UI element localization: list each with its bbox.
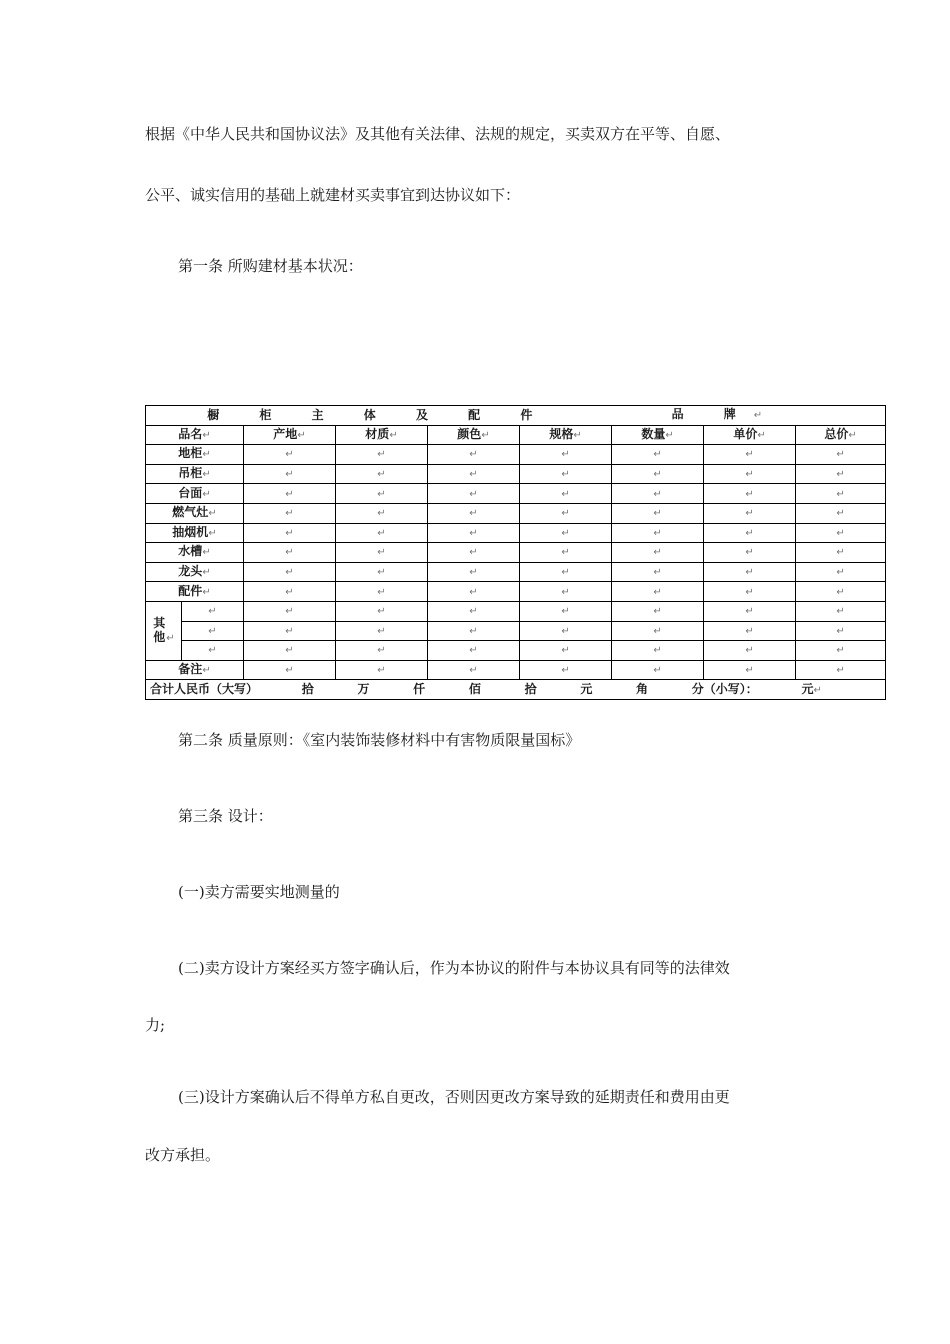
clause-3-3: (三)设计方案确认后不得单方私自更改，否则因更改方案导致的延期责任和费用由更 <box>178 1088 730 1106</box>
unit-shi: 拾 <box>301 681 314 696</box>
table-row: 台面↵ ↵ ↵ ↵ ↵ ↵ ↵ ↵ <box>146 484 886 504</box>
total-row <box>146 680 886 700</box>
clause-3-2-cont: 力; <box>145 1016 166 1034</box>
item-name-cell: 燃气灶↵ <box>146 503 244 523</box>
clause-3-3-cont: 改方承担。 <box>145 1146 221 1164</box>
item-name-cell: 龙头↵ <box>146 562 244 582</box>
table-row-other: ↵ ↵ ↵ ↵ ↵ ↵ ↵ ↵ <box>146 621 886 641</box>
unit-qian: 仟 <box>413 681 426 696</box>
table-row: 配件↵ ↵ ↵ ↵ ↵ ↵ ↵ ↵ <box>146 582 886 602</box>
unit-jiao: 角 <box>636 681 649 696</box>
item-rows <box>146 445 886 680</box>
col-header-total-price: 总价↵ <box>796 425 886 445</box>
clause-3-2: (二)卖方设计方案经买方签字确认后，作为本协议的附件与本协议具有同等的法律效 <box>178 959 730 977</box>
col-header-color: 颜色↵ <box>428 425 520 445</box>
total-prefix: 合计人民币（大写） <box>150 681 259 696</box>
paragraph-intro-2: 公平、诚实信用的基础上就建材买卖事宜到达协议如下： <box>145 186 521 204</box>
table-row: 燃气灶↵ ↵ ↵ ↵ ↵ ↵ ↵ ↵ <box>146 503 886 523</box>
unit-bai: 佰 <box>468 681 481 696</box>
col-header-quantity: 数量↵ <box>612 425 704 445</box>
other-label-cell: 其他↵ <box>146 601 182 660</box>
table-row: 吊柜↵ ↵ ↵ ↵ ↵ ↵ ↵ ↵ <box>146 464 886 484</box>
item-name-cell: 抽烟机↵ <box>146 523 244 543</box>
article-2-heading: 第二条 质量原则：《室内装饰装修材料中有害物质限量国标》 <box>178 731 581 749</box>
table-row: 抽烟机↵ ↵ ↵ ↵ ↵ ↵ ↵ ↵ <box>146 523 886 543</box>
col-header-unit-price: 单价↵ <box>704 425 796 445</box>
table-row-remark: 备注↵ ↵ ↵ ↵ ↵ ↵ ↵ ↵ <box>146 660 886 680</box>
materials-table <box>145 405 886 700</box>
item-name-cell: 吊柜↵ <box>146 464 244 484</box>
article-3-heading: 第三条 设计： <box>178 807 273 825</box>
table-row-other: ↵ ↵ ↵ ↵ ↵ ↵ ↵ ↵ <box>146 641 886 661</box>
item-name-cell: 地柜↵ <box>146 445 244 465</box>
unit-shi-2: 拾 <box>524 681 537 696</box>
article-1-heading: 第一条 所购建材基本状况： <box>178 257 363 275</box>
table-row: 地柜↵ ↵ ↵ ↵ ↵ ↵ ↵ ↵ <box>146 445 886 465</box>
column-header-row <box>146 425 886 445</box>
table-row: 龙头↵ ↵ ↵ ↵ ↵ ↵ ↵ ↵ <box>146 562 886 582</box>
brand-label: 品 牌 <box>671 407 754 422</box>
brand-cell: 品 牌↵ <box>612 406 886 426</box>
clause-3-1: (一)卖方需要实地测量的 <box>178 883 340 901</box>
total-yuan: 元↵ <box>801 681 822 696</box>
item-name-cell: 水槽↵ <box>146 543 244 563</box>
col-header-material: 材质↵ <box>336 425 428 445</box>
total-cell <box>146 680 886 700</box>
remark-label-cell: 备注↵ <box>146 660 244 680</box>
col-header-origin: 产地↵ <box>244 425 336 445</box>
item-name-cell: 台面↵ <box>146 484 244 504</box>
col-header-name: 品名↵ <box>146 425 244 445</box>
table-row-other: 其他↵ ↵ ↵ ↵ ↵ ↵ ↵ ↵ ↵ <box>146 601 886 621</box>
table-row: 水槽↵ ↵ ↵ ↵ ↵ ↵ ↵ ↵ <box>146 543 886 563</box>
paragraph-intro-1: 根据《中华人民共和国协议法》及其他有关法律、法规的规定，买卖双方在平等、自愿、 <box>145 125 731 143</box>
table-title: 橱 柜 主 体 及 配 件 <box>207 408 551 423</box>
table-title-cell <box>146 406 612 426</box>
table-title-row <box>146 406 886 426</box>
unit-wan: 万 <box>357 681 370 696</box>
col-header-spec: 规格↵ <box>520 425 612 445</box>
unit-fen-small: 分（小写）： <box>691 681 758 696</box>
unit-yuan: 元 <box>580 681 593 696</box>
item-name-cell: 配件↵ <box>146 582 244 602</box>
